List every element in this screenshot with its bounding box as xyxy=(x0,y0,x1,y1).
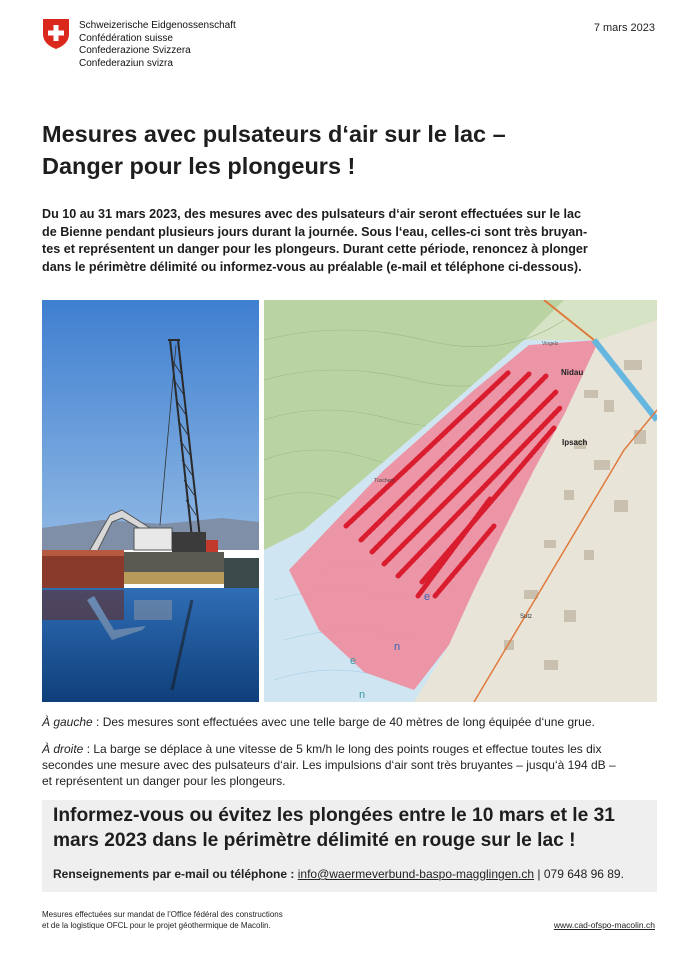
caption-left xyxy=(42,714,660,730)
barge-photo xyxy=(42,300,259,702)
caption-right-line-2: secondes une mesure avec des pulsateurs d‘air. Les impulsions d‘air sont très bruyantes – jusqu‘à 194 dB – xyxy=(42,758,616,772)
callout-line-2: mars 2023 dans le périmètre délimité en rouge sur le lac ! xyxy=(53,830,576,851)
intro-line-4: dans le périmètre délimité ou informez-vous au préalable (e-mail et téléphone ci-dessous). xyxy=(42,259,582,274)
map-lake-letter-n2: n xyxy=(359,689,366,701)
footer-line-2: et de la logistique OFCL pour le projet géothermique de Macolin. xyxy=(42,920,271,930)
contact-separator: | xyxy=(534,867,544,881)
map-label-vingelz: Vingelz xyxy=(542,341,559,347)
intro-line-3: tes et représentent un danger pour les plongeurs. Durant cette période, renoncez à plonger xyxy=(42,242,588,256)
federal-header xyxy=(42,18,236,70)
barge-photo-illustration xyxy=(42,300,259,702)
contact-phone: 079 648 96 89. xyxy=(543,867,624,881)
lake-map xyxy=(264,300,657,702)
intro-line-1: Du 10 au 31 mars 2023, des mesures avec des pulsateurs d‘air seront effectuées sur le lac xyxy=(42,207,582,221)
map-label-village: Tüscherz xyxy=(374,478,395,484)
contact-label: Renseignements par e-mail ou téléphone : xyxy=(53,867,295,881)
map-label-nidau: Nidau xyxy=(561,368,584,377)
footer-mandate xyxy=(42,910,283,931)
map-lake-letter-e2: e xyxy=(350,655,357,667)
confederation-name-rm: Confederaziun svizra xyxy=(79,57,173,69)
caption-right-line-1: : La barge se déplace à une vitesse de 5 km/h le long des points rouges et effectue toutes les dix xyxy=(83,742,602,756)
confederation-name-de: Schweizerische Eidgenossenschaft xyxy=(79,20,236,31)
caption-left-label: À gauche xyxy=(42,715,93,729)
contact-email-link[interactable]: info@waermeverbund-baspo-magglingen.ch xyxy=(297,867,535,881)
map-lake-letter-n: n xyxy=(394,641,401,653)
website-link[interactable]: www.cad-ofspo-macolin.ch xyxy=(553,920,655,930)
confederation-names xyxy=(79,18,236,70)
contact-line xyxy=(53,867,624,881)
footer-line-1: Mesures effectuées sur mandat de l’Office fédéral des constructions xyxy=(42,910,283,919)
intro-paragraph xyxy=(42,206,660,276)
intro-line-2: de Bienne pendant plusieurs jours durant la journée. Sous l‘eau, celles-ci sont très bruyan- xyxy=(42,224,588,239)
callout-heading xyxy=(53,803,653,853)
confederation-name-fr: Confédération suisse xyxy=(79,32,173,44)
caption-right-line-3: et représentent un danger pour les plongeurs. xyxy=(42,774,286,788)
title-line-2: Danger pour les plongeurs ! xyxy=(42,153,356,179)
map-label-sutz: Sutz xyxy=(520,614,533,620)
swiss-shield-icon xyxy=(42,18,70,50)
map-label-ipsach: Ipsach xyxy=(562,438,588,447)
confederation-name-it: Confederazione Svizzera xyxy=(79,45,191,56)
lake-map-illustration xyxy=(264,300,657,702)
caption-right-label: À droite xyxy=(42,742,84,756)
callout-line-1: Informez-vous ou évitez les plongées entre le 10 mars et le 31 xyxy=(53,805,615,826)
page-title xyxy=(42,118,632,182)
map-lake-letter-e1: e xyxy=(424,591,431,603)
warning-callout xyxy=(42,800,657,892)
publication-date: 7 mars 2023 xyxy=(593,22,655,34)
title-line-1: Mesures avec pulsateurs d‘air sur le lac – xyxy=(42,121,506,147)
caption-right xyxy=(42,741,660,789)
caption-left-text: : Des mesures sont effectuées avec une telle barge de 40 mètres de long équipée d‘une grue. xyxy=(92,715,595,729)
